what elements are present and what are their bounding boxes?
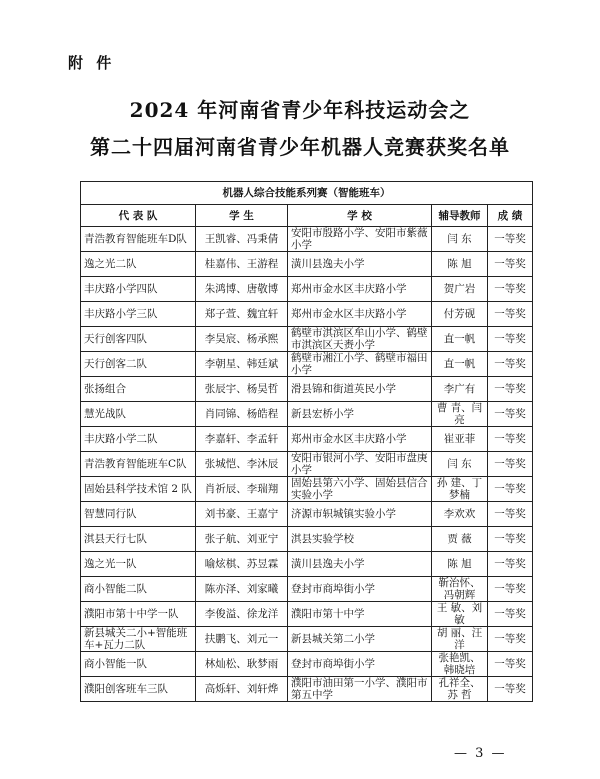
team-cell: 天行创客四队 xyxy=(81,327,196,352)
coach-cell: 贺广岩 xyxy=(432,277,488,302)
result-cell: 一等奖 xyxy=(488,402,533,427)
coach-cell: 闫 东 xyxy=(432,227,488,252)
students-cell: 李俊溢、徐龙洋 xyxy=(196,602,288,627)
team-cell: 濮阳创客班车三队 xyxy=(81,677,196,702)
team-cell: 逸之光二队 xyxy=(81,252,196,277)
students-cell: 张辰宇、杨昊哲 xyxy=(196,377,288,402)
document-title-line-1: 2024 年河南省青少年科技运动会之 xyxy=(129,98,471,122)
result-cell: 一等奖 xyxy=(488,502,533,527)
result-cell: 一等奖 xyxy=(488,627,533,652)
team-cell: 商小智能二队 xyxy=(81,577,196,602)
school-cell: 济源市轵城镇实验小学 xyxy=(288,502,432,527)
table-row xyxy=(81,277,533,302)
students-cell: 郑子萱、魏宜轩 xyxy=(196,302,288,327)
result-cell: 一等奖 xyxy=(488,677,533,702)
school-cell: 潢川县逸夫小学 xyxy=(288,552,432,577)
coach-cell: 闫 东 xyxy=(432,452,488,477)
result-cell: 一等奖 xyxy=(488,277,533,302)
coach-cell: 孔祥全、苏 哲 xyxy=(432,677,488,702)
award-table xyxy=(80,181,533,702)
page-number: — 3 — xyxy=(454,746,507,761)
table-row xyxy=(81,502,533,527)
team-cell: 智慧同行队 xyxy=(81,502,196,527)
school-cell: 固始县第六小学、固始县信合实验小学 xyxy=(288,477,432,502)
students-cell: 朱鸿博、唐敬博 xyxy=(196,277,288,302)
team-cell: 新县城关二小+智能班车+瓦力二队 xyxy=(81,627,196,652)
coach-cell: 李欢欢 xyxy=(432,502,488,527)
school-cell: 安阳市殷路小学、安阳市紫薇小学 xyxy=(288,227,432,252)
table-caption-row xyxy=(81,182,533,205)
students-cell: 高烁轩、刘轩烨 xyxy=(196,677,288,702)
school-cell: 淇县实验学校 xyxy=(288,527,432,552)
team-cell: 张扬组合 xyxy=(81,377,196,402)
table-row xyxy=(81,327,533,352)
header-students: 学 生 xyxy=(196,205,288,227)
table-header-row xyxy=(81,205,533,227)
coach-cell: 陈 旭 xyxy=(432,252,488,277)
team-cell: 青浩教育智能班车D队 xyxy=(81,227,196,252)
team-cell: 丰庆路小学三队 xyxy=(81,302,196,327)
table-row xyxy=(81,602,533,627)
result-cell: 一等奖 xyxy=(488,552,533,577)
team-cell: 濮阳市第十中学一队 xyxy=(81,602,196,627)
students-cell: 陈亦泽、刘家曦 xyxy=(196,577,288,602)
team-cell: 固始县科学技术馆 2 队 xyxy=(81,477,196,502)
school-cell: 滑县锦和街道英民小学 xyxy=(288,377,432,402)
coach-cell: 孙 建、丁梦楠 xyxy=(432,477,488,502)
table-row xyxy=(81,427,533,452)
table-row xyxy=(81,452,533,477)
table-caption: 机器人综合技能系列赛（智能班车） xyxy=(81,182,533,205)
coach-cell: 陈 旭 xyxy=(432,552,488,577)
header-team: 代 表 队 xyxy=(81,205,196,227)
team-cell: 逸之光一队 xyxy=(81,552,196,577)
coach-cell: 付芳砚 xyxy=(432,302,488,327)
result-cell: 一等奖 xyxy=(488,227,533,252)
team-cell: 青浩教育智能班车C队 xyxy=(81,452,196,477)
school-cell: 登封市商埠街小学 xyxy=(288,577,432,602)
students-cell: 张子航、刘亚宁 xyxy=(196,527,288,552)
result-cell: 一等奖 xyxy=(488,252,533,277)
students-cell: 扶鹏飞、刘元一 xyxy=(196,627,288,652)
result-cell: 一等奖 xyxy=(488,602,533,627)
team-cell: 丰庆路小学四队 xyxy=(81,277,196,302)
coach-cell: 直一帆 xyxy=(432,327,488,352)
students-cell: 李嘉轩、李孟轩 xyxy=(196,427,288,452)
result-cell: 一等奖 xyxy=(488,527,533,552)
students-cell: 李朝星、韩廷斌 xyxy=(196,352,288,377)
students-cell: 林灿松、耿梦雨 xyxy=(196,652,288,677)
students-cell: 肖同锦、杨皓程 xyxy=(196,402,288,427)
table-row xyxy=(81,527,533,552)
result-cell: 一等奖 xyxy=(488,452,533,477)
table-row xyxy=(81,227,533,252)
school-cell: 郑州市金水区丰庆路小学 xyxy=(288,427,432,452)
result-cell: 一等奖 xyxy=(488,352,533,377)
team-cell: 丰庆路小学二队 xyxy=(81,427,196,452)
coach-cell: 崔亚菲 xyxy=(432,427,488,452)
students-cell: 刘书豪、王嘉宁 xyxy=(196,502,288,527)
team-cell: 慧光战队 xyxy=(81,402,196,427)
team-cell: 商小智能一队 xyxy=(81,652,196,677)
school-cell: 濮阳市油田第一小学、濮阳市第五中学 xyxy=(288,677,432,702)
students-cell: 肖祈辰、李瑞翔 xyxy=(196,477,288,502)
coach-cell: 张艳凯、韩晓培 xyxy=(432,652,488,677)
coach-cell: 李广有 xyxy=(432,377,488,402)
table-row xyxy=(81,652,533,677)
table-row xyxy=(81,552,533,577)
school-cell: 郑州市金水区丰庆路小学 xyxy=(288,302,432,327)
coach-cell: 靳治怀、冯朝辉 xyxy=(432,577,488,602)
school-cell: 登封市商埠街小学 xyxy=(288,652,432,677)
annex-label: 附 件 xyxy=(68,54,116,72)
students-cell: 桂嘉伟、王游程 xyxy=(196,252,288,277)
header-result: 成 绩 xyxy=(488,205,533,227)
coach-cell: 贾 薇 xyxy=(432,527,488,552)
table-row xyxy=(81,402,533,427)
coach-cell: 曹 青、闫 亮 xyxy=(432,402,488,427)
coach-cell: 直一帆 xyxy=(432,352,488,377)
school-cell: 潢川县逸夫小学 xyxy=(288,252,432,277)
school-cell: 濮阳市第十中学 xyxy=(288,602,432,627)
school-cell: 鹤壁市湘江小学、鹤壁市福田小学 xyxy=(288,352,432,377)
table-row xyxy=(81,252,533,277)
table-row xyxy=(81,302,533,327)
result-cell: 一等奖 xyxy=(488,652,533,677)
table-row xyxy=(81,477,533,502)
table-row xyxy=(81,677,533,702)
coach-cell: 胡 丽、汪 洋 xyxy=(432,627,488,652)
school-cell: 新县宏桥小学 xyxy=(288,402,432,427)
header-school: 学 校 xyxy=(288,205,432,227)
result-cell: 一等奖 xyxy=(488,302,533,327)
students-cell: 喻炫棋、苏昱霖 xyxy=(196,552,288,577)
result-cell: 一等奖 xyxy=(488,577,533,602)
table-row xyxy=(81,352,533,377)
header-coach: 辅导教师 xyxy=(432,205,488,227)
result-cell: 一等奖 xyxy=(488,477,533,502)
result-cell: 一等奖 xyxy=(488,427,533,452)
result-cell: 一等奖 xyxy=(488,377,533,402)
table-row xyxy=(81,627,533,652)
table-row xyxy=(81,377,533,402)
result-cell: 一等奖 xyxy=(488,327,533,352)
document-title-line-2: 第二十四届河南省青少年机器人竞赛获奖名单 xyxy=(90,135,510,159)
team-cell: 天行创客二队 xyxy=(81,352,196,377)
team-cell: 淇县天行七队 xyxy=(81,527,196,552)
coach-cell: 王 敏、刘 敏 xyxy=(432,602,488,627)
students-cell: 王凯睿、冯秉倩 xyxy=(196,227,288,252)
students-cell: 张城恺、李沐辰 xyxy=(196,452,288,477)
school-cell: 安阳市银河小学、安阳市盘庚小学 xyxy=(288,452,432,477)
students-cell: 李昊宸、杨承熙 xyxy=(196,327,288,352)
school-cell: 郑州市金水区丰庆路小学 xyxy=(288,277,432,302)
table-row xyxy=(81,577,533,602)
school-cell: 新县城关第二小学 xyxy=(288,627,432,652)
school-cell: 鹤壁市淇滨区牟山小学、鹤壁市淇滨区天赉小学 xyxy=(288,327,432,352)
